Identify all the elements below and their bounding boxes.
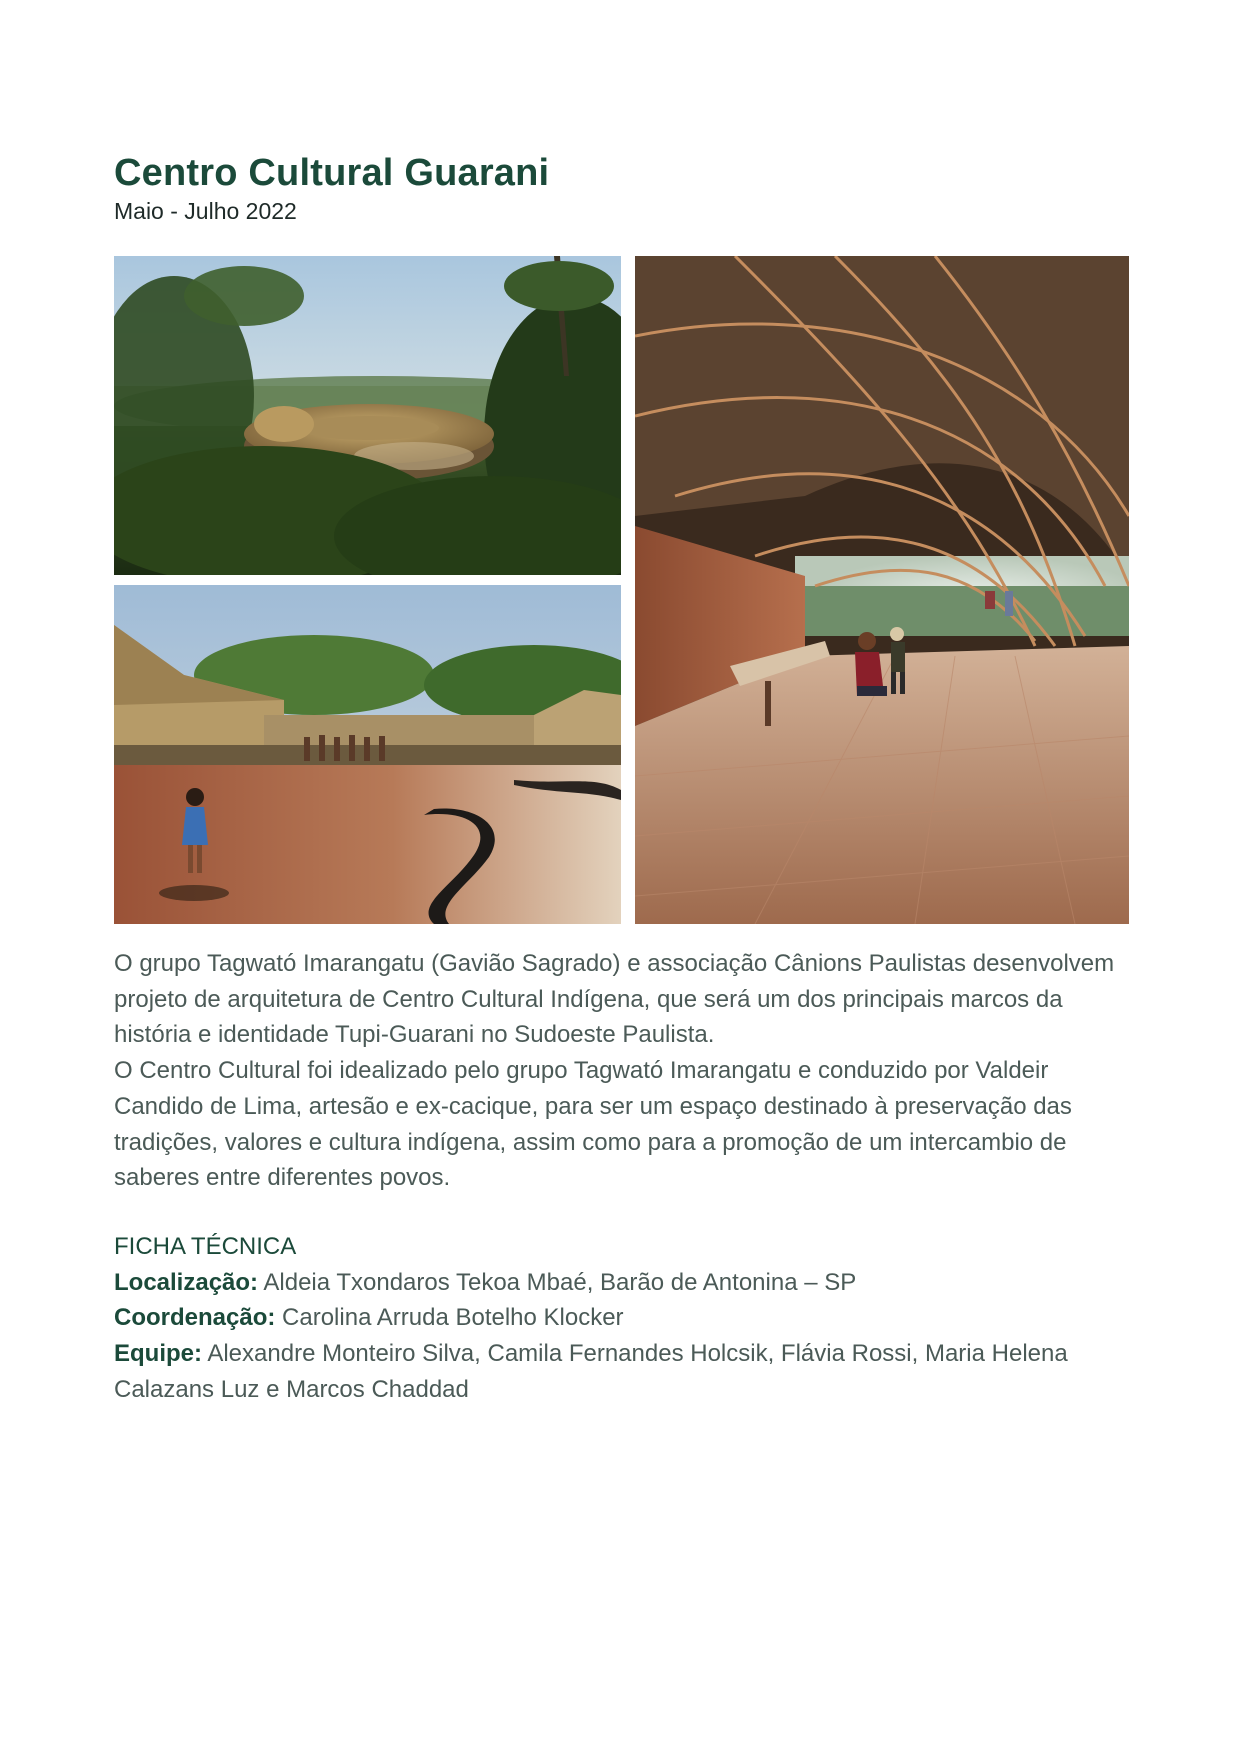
coordination-value: Carolina Arruda Botelho Klocker [282,1304,624,1332]
location-line [114,1265,1134,1301]
description-paragraph-1: O grupo Tagwató Imarangatu (Gavião Sagrado) e associação Cânions Paulistas desenvolvem projeto de arquitetura de Centro Cultural Indígena, que será um dos principais marcos da história e identidade Tupi-Guarani no Sudoeste Paulista. [114,950,1115,1049]
location-value: Aldeia Txondaros Tekoa Mbaé, Barão de Antonina – SP [263,1268,857,1296]
team-line [114,1336,1134,1407]
page-subtitle-date: Maio - Julho 2022 [114,198,297,224]
coordination-line [114,1300,1134,1336]
technical-sheet-title: FICHA TÉCNICA [114,1233,297,1260]
page-title: Centro Cultural Guarani [114,152,550,194]
coordination-label: Coordenação: [114,1304,276,1332]
team-label: Equipe: [114,1340,202,1368]
aerial-render-image [114,256,621,575]
interior-render-image [635,256,1129,924]
description-paragraph-2: O Centro Cultural foi idealizado pelo grupo Tagwató Imarangatu e conduzido por Valdeir Candido de Lima, artesão e ex-cacique, para ser um espaço destinado à preservação das tradições, valores e cultura indígena, assim como para a promoção de um intercambio de saberes entre diferentes povos. [114,1057,1072,1192]
courtyard-render-image [114,585,621,924]
location-label: Localização: [114,1268,259,1296]
team-value: Alexandre Monteiro Silva, Camila Fernandes Holcsik, Flávia Rossi, Maria Helena Calazans Luz e Marcos Chaddad [114,1340,1068,1403]
technical-sheet [114,1229,1134,1408]
project-description [114,946,1134,1196]
